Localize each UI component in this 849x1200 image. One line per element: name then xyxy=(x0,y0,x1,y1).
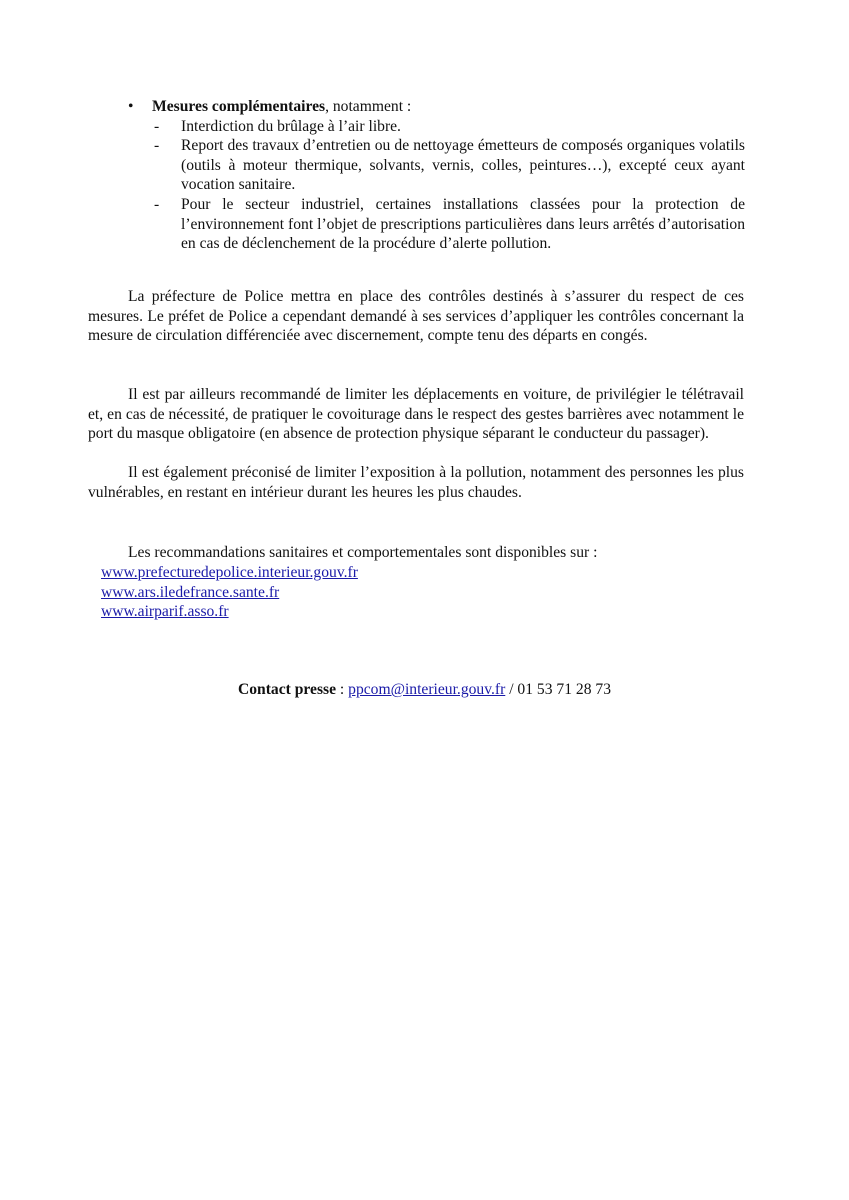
list-item xyxy=(128,195,745,254)
recommendation-links xyxy=(101,563,358,622)
list-item xyxy=(128,136,745,195)
measures-title-suffix: , notamment : xyxy=(325,98,412,115)
dash-marker: - xyxy=(154,117,160,135)
paragraph-recommendations: Il est par ailleurs recommandé de limiter les déplacements en voiture, de privilégier le télétravail et, en cas de nécessité, de pratiquer le covoiturage dans le respect des gestes barrières avec notamment le port du masque obligatoire (en absence de protection physique séparant le conducteur du passager). xyxy=(88,386,744,443)
measures-title: Mesures complémentaires xyxy=(152,98,326,115)
link-prefecture[interactable]: www.prefecturedepolice.interieur.gouv.fr xyxy=(101,564,358,581)
contact-separator: : xyxy=(336,681,349,698)
list-item xyxy=(128,117,745,137)
contact-label: Contact presse xyxy=(238,681,337,698)
recommendations-intro: Les recommandations sanitaires et comportementales sont disponibles sur : xyxy=(128,544,598,561)
measures-list xyxy=(128,117,745,254)
contact-email-link[interactable]: ppcom@interieur.gouv.fr xyxy=(348,681,506,698)
list-item-text: Pour le secteur industriel, certaines installations classées pour la protection de l’environnement font l’objet de prescriptions particulières dans leurs arrêtés d’autorisation en cas de déclenchement de la procédure d’alerte pollution. xyxy=(181,195,745,253)
press-contact xyxy=(0,680,849,700)
link-airparif[interactable]: www.airparif.asso.fr xyxy=(101,603,229,621)
paragraph-controls: La préfecture de Police mettra en place des contrôles destinés à s’assurer du respect de ces mesures. Le préfet de Police a cependant demandé à ses services d’appliquer les contrôles concernant la mesure de circulation différenciée avec discernement, compte tenu des départs en congés. xyxy=(88,288,744,345)
link-ars[interactable]: www.ars.iledefrance.sante.fr xyxy=(101,583,280,601)
contact-phone: / 01 53 71 28 73 xyxy=(505,681,611,698)
list-item-text: Interdiction du brûlage à l’air libre. xyxy=(181,117,401,135)
measures-heading xyxy=(128,97,745,117)
complementary-measures-section xyxy=(128,97,745,254)
paragraph-exposure: Il est également préconisé de limiter l’exposition à la pollution, notamment des personnes les plus vulnérables, en restant en intérieur durant les heures les plus chaudes. xyxy=(88,464,744,501)
dash-marker: - xyxy=(154,195,160,213)
dash-marker: - xyxy=(154,137,160,155)
bullet-icon: • xyxy=(128,98,134,115)
list-item-text: Report des travaux d’entretien ou de nettoyage émetteurs de composés organiques volatils (outils à moteur thermique, solvants, vernis, colles, peintures…), excepté ceux ayant vocation sanitaire. xyxy=(181,137,745,194)
